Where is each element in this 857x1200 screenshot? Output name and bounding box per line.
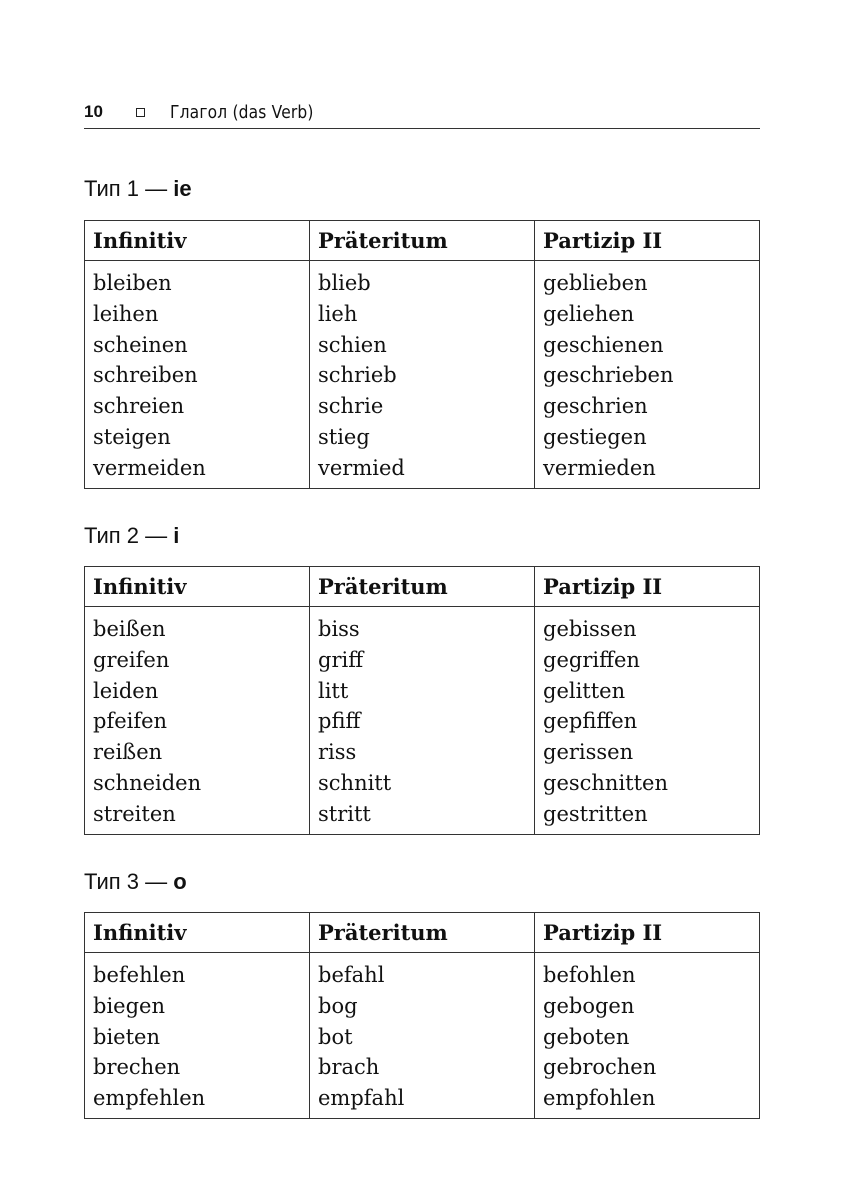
verb-form: steigen [93, 424, 171, 449]
infinitiv-column [85, 607, 310, 835]
verb-form: scheinen [93, 332, 188, 357]
verb-form: empfahl [318, 1086, 405, 1111]
column-header-praeteritum: Präteritum [310, 221, 535, 261]
verb-form: schrie [318, 394, 384, 419]
verb-form: pfiff [318, 709, 361, 734]
verb-form: befohlen [543, 963, 636, 987]
partizip-ii-column [535, 607, 760, 835]
section-title-prefix: Тип 1 — [84, 176, 174, 201]
infinitiv-column [85, 261, 310, 489]
infinitiv-column [85, 953, 310, 1119]
verb-form: streiten [93, 801, 176, 826]
table-header-row [85, 567, 760, 607]
column-header-partizip-ii: Partizip II [535, 221, 760, 261]
verb-table-type-2 [84, 566, 760, 835]
table-body-row [85, 261, 760, 489]
verb-form: geblieben [543, 271, 648, 295]
verb-form: stieg [318, 424, 370, 449]
verb-form: gebrochen [543, 1055, 657, 1080]
verb-form: gelitten [543, 678, 626, 703]
verb-form: brechen [93, 1055, 181, 1080]
section-title-vowel: ie [173, 176, 192, 201]
partizip-ii-column [535, 261, 760, 489]
section-title-vowel: i [173, 523, 180, 548]
verb-form: griff [318, 647, 364, 672]
praeteritum-column [310, 261, 535, 489]
verb-form: beißen [93, 617, 166, 641]
verb-form: empfohlen [543, 1086, 656, 1111]
page-number: 10 [84, 102, 103, 121]
column-header-infinitiv: Infinitiv [85, 221, 310, 261]
verb-form: schreiben [93, 363, 198, 388]
verb-form: brach [318, 1055, 380, 1080]
verb-form: greifen [93, 647, 170, 672]
verb-form: befehlen [93, 963, 186, 987]
verb-form: gestritten [543, 801, 648, 826]
verb-form: gegriffen [543, 647, 640, 672]
verb-form: gestiegen [543, 424, 647, 449]
section-title-type-2 [84, 523, 179, 549]
verb-form: litt [318, 678, 349, 703]
verb-form: bot [318, 1024, 353, 1049]
verb-form: schnitt [318, 770, 392, 795]
section-title-type-3 [84, 869, 187, 895]
verb-form: reißen [93, 740, 163, 765]
verb-form: vermieden [543, 455, 656, 480]
square-bullet-icon [136, 108, 145, 117]
verb-form: bieten [93, 1024, 160, 1049]
verb-form: schneiden [93, 770, 202, 795]
verb-form: geboten [543, 1024, 630, 1049]
verb-form: gebogen [543, 993, 635, 1018]
verb-form: lieh [318, 301, 358, 326]
column-header-infinitiv: Infinitiv [85, 913, 310, 953]
praeteritum-column [310, 607, 535, 835]
section-title-prefix: Тип 3 — [84, 869, 174, 894]
verb-table-type-1 [84, 220, 760, 489]
column-header-praeteritum: Präteritum [310, 913, 535, 953]
verb-form: biss [318, 617, 360, 641]
chapter-title: Глагол (das Verb) [170, 102, 314, 123]
verb-form: geschienen [543, 332, 664, 357]
verb-form: schien [318, 332, 387, 357]
praeteritum-column [310, 953, 535, 1119]
column-header-praeteritum: Präteritum [310, 567, 535, 607]
verb-form: bleiben [93, 271, 172, 295]
verb-form: riss [318, 740, 357, 765]
table-header-row [85, 913, 760, 953]
verb-form: bog [318, 993, 358, 1018]
verb-form: blieb [318, 271, 371, 295]
table-body-row [85, 953, 760, 1119]
verb-table-type-3 [84, 912, 760, 1119]
verb-form: befahl [318, 963, 385, 987]
verb-form: stritt [318, 801, 371, 826]
verb-form: gepfiffen [543, 709, 638, 734]
partizip-ii-column [535, 953, 760, 1119]
verb-form: vermied [318, 455, 405, 480]
column-header-partizip-ii: Partizip II [535, 913, 760, 953]
table-header-row [85, 221, 760, 261]
page-header [84, 98, 760, 129]
verb-form: vermeiden [93, 455, 206, 480]
verb-form: biegen [93, 993, 165, 1018]
section-title-vowel: o [173, 869, 187, 894]
verb-form: schrieb [318, 363, 397, 388]
verb-form: leiden [93, 678, 159, 703]
column-header-infinitiv: Infinitiv [85, 567, 310, 607]
section-title-prefix: Тип 2 — [84, 523, 174, 548]
column-header-partizip-ii: Partizip II [535, 567, 760, 607]
verb-form: geliehen [543, 301, 635, 326]
verb-form: gebissen [543, 617, 637, 641]
verb-form: gerissen [543, 740, 634, 765]
verb-form: empfehlen [93, 1086, 206, 1111]
verb-form: geschrieben [543, 363, 674, 388]
verb-form: geschrien [543, 394, 648, 419]
section-title-type-1 [84, 176, 192, 202]
verb-form: pfeifen [93, 709, 168, 734]
verb-form: leihen [93, 301, 159, 326]
verb-form: schreien [93, 394, 185, 419]
table-body-row [85, 607, 760, 835]
verb-form: geschnitten [543, 770, 669, 795]
